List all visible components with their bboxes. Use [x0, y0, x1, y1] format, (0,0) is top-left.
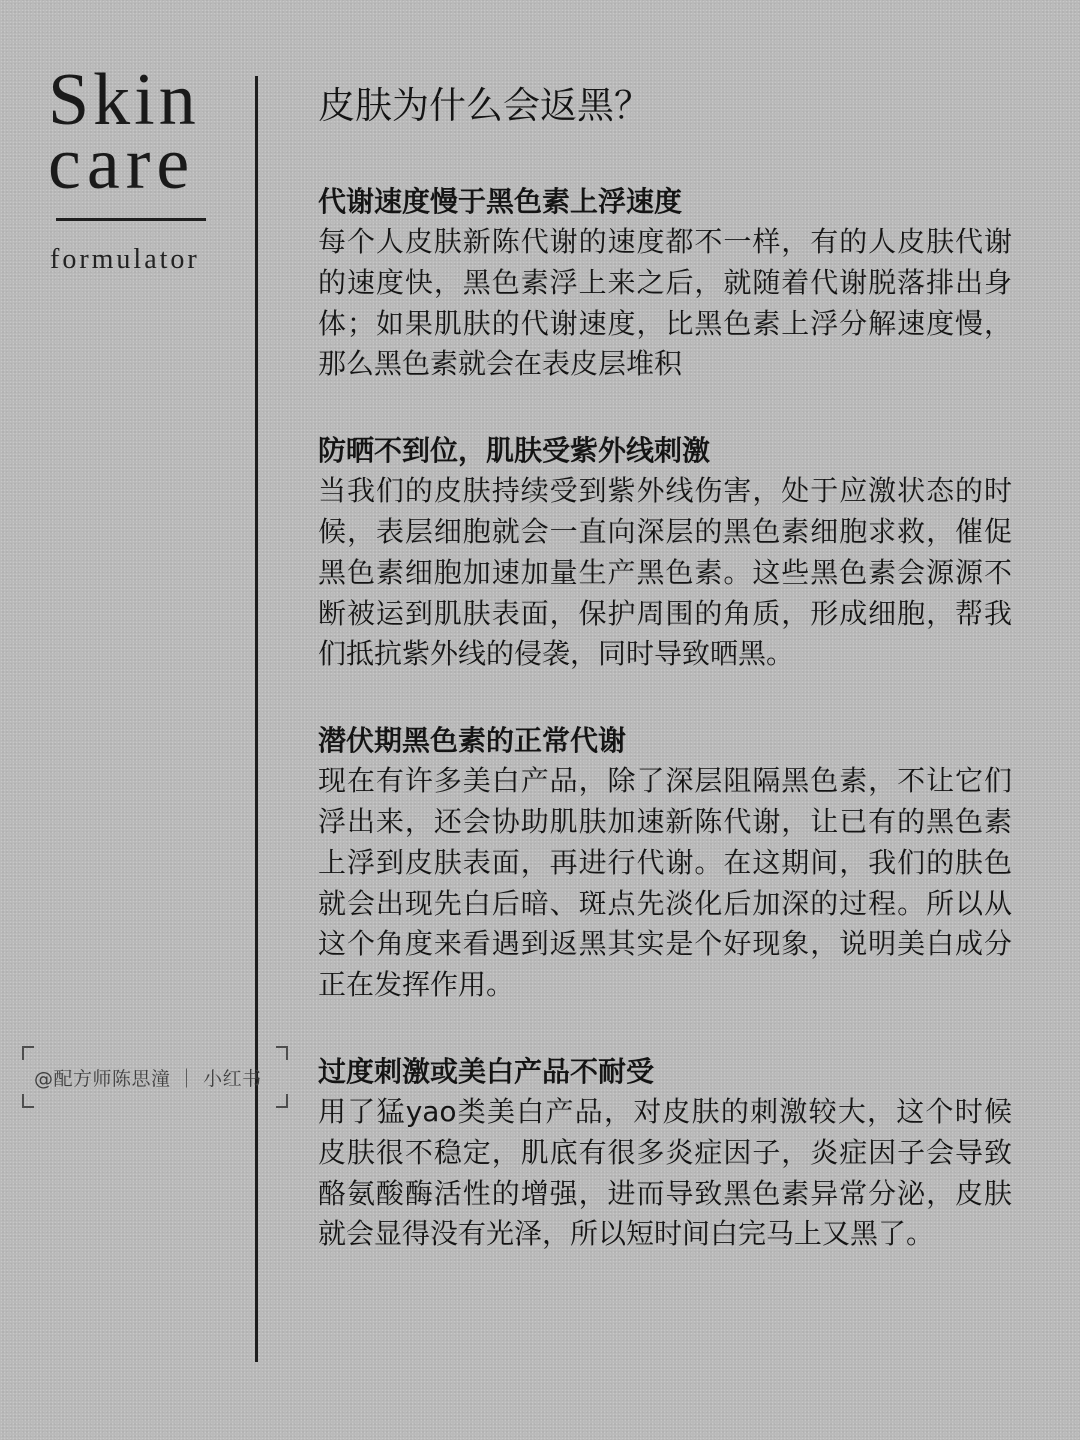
brand-word-skin: Skin — [48, 59, 200, 141]
section-sun-protection — [318, 431, 1012, 675]
section-body: 用了猛yao类美白产品，对皮肤的刺激较大，这个时候皮肤很不稳定，肌底有很多炎症因子，炎症因子会导致酪氨酸酶活性的增强，进而导致黑色素异常分泌，皮肤就会显得没有光泽，所以短时间白完马上又黑了。 — [318, 1094, 1012, 1251]
brand-logo — [48, 59, 212, 205]
brand-underline — [56, 218, 206, 221]
watermark-corner-top-right — [276, 1046, 288, 1060]
watermark-corner-bottom-right — [276, 1094, 288, 1108]
section-body: 现在有许多美白产品，除了深层阻隔黑色素，不让它们浮出来，还会协助肌肤加速新陈代谢，让已有的黑色素上浮到皮肤表面，再进行代谢。在这期间，我们的肤色就会出现先白后暗、斑点先淡化后加深的过程。所以从这个角度来看遇到返黑其实是个好现象，说明美白成分正在发挥作用。 — [318, 764, 1012, 1002]
section-body: 每个人皮肤新陈代谢的速度都不一样，有的人皮肤代谢的速度快，黑色素浮上来之后，就随着代谢脱落排出身体；如果肌肤的代谢速度，比黑色素上浮分解速度慢，那么黑色素就会在表皮层堆积 — [318, 225, 1012, 381]
vertical-divider — [255, 76, 258, 1362]
brand-word-care: care — [48, 123, 196, 205]
watermark-corner-bottom-left — [22, 1094, 34, 1108]
watermark-text: @配方师陈思潼 ｜ 小红书 — [34, 1068, 262, 1090]
section-heading: 代谢速度慢于黑色素上浮速度 — [318, 185, 683, 218]
page-title: 皮肤为什么会返黑？ — [318, 84, 651, 127]
brand-subtitle: formulator — [50, 244, 200, 275]
section-body: 当我们的皮肤持续受到紫外线伤害，处于应激状态的时候，表层细胞就会一直向深层的黑色素细胞求救，催促黑色素细胞加速加量生产黑色素。这些黑色素会源源不断被运到肌肤表面，保护周围的角质，形成细胞，帮我们抵抗紫外线的侵袭，同时导致晒黑。 — [318, 474, 1012, 671]
watermark-corner-top-left — [22, 1046, 34, 1060]
section-over-irritation — [318, 1052, 1012, 1255]
section-metabolism-speed — [318, 182, 1012, 385]
section-heading: 防晒不到位，肌肤受紫外线刺激 — [318, 434, 711, 468]
watermark — [22, 1046, 288, 1108]
section-heading: 过度刺激或美白产品不耐受 — [318, 1054, 655, 1088]
section-heading: 潜伏期黑色素的正常代谢 — [318, 724, 627, 758]
section-latent-melanin — [318, 721, 1012, 1006]
article — [318, 82, 1012, 1301]
